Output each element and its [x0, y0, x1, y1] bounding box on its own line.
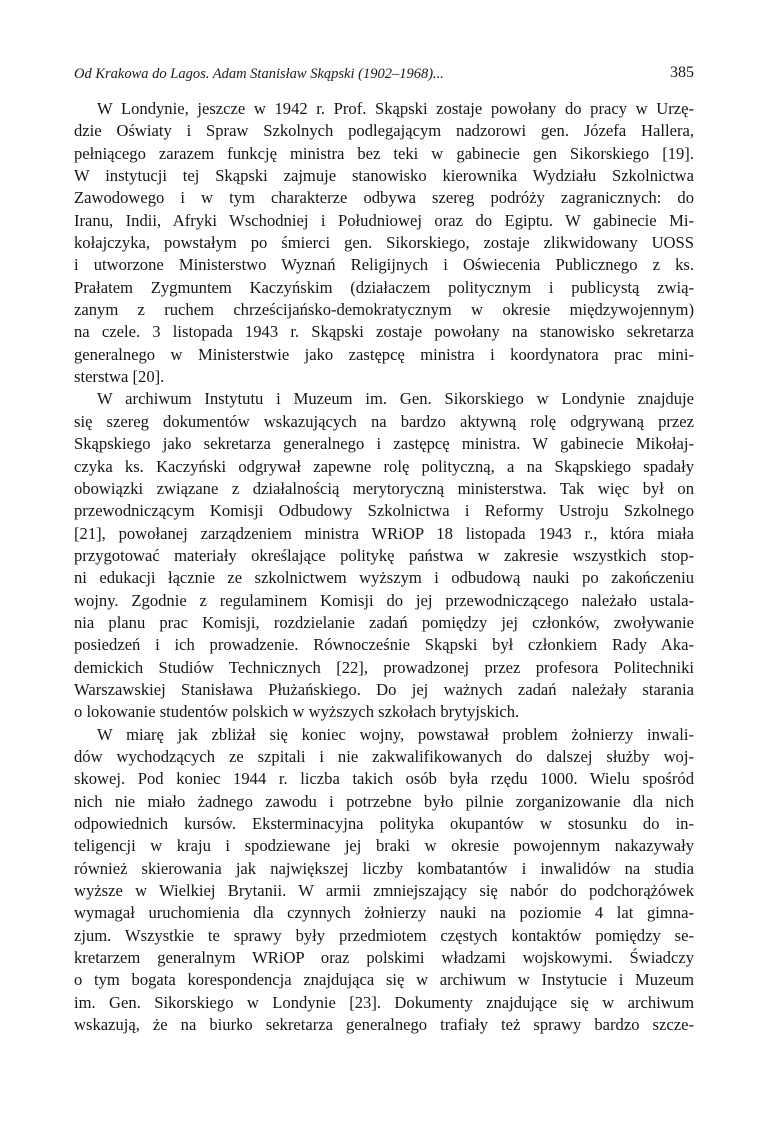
- text-line: kretarzem generalnym WRiOP oraz polskimi władzami wojskowymi. Świadczy: [74, 948, 694, 968]
- text-line: na czele. 3 listopada 1943 r. Skąpski zostaje powołany na stanowisko sekretarza: [74, 322, 694, 342]
- text-line: [21], powołanej zarządzeniem ministra WRiOP 18 listopada 1943 r., która miała: [74, 523, 694, 543]
- text-line: czyka ks. Kaczyński odgrywał zapewne rolę polityczną, a na Skąpskiego spadały: [74, 456, 694, 476]
- text-line: sterstwa [20].: [74, 367, 165, 387]
- text-line: demickich Studiów Technicznych [22], prowadzonej przez profesora Politechniki: [74, 657, 694, 677]
- text-line: W instytucji tej Skąpski zajmuje stanowisko kierownika Wydziału Szkolnictwa: [74, 166, 694, 186]
- text-line: teligencji w kraju i spodziewane jej braki w okresie powojennym nakazywały: [74, 836, 694, 856]
- text-line: posiedzeń i ich prowadzenie. Równocześnie Skąpski był członkiem Rady Aka-: [74, 635, 694, 655]
- body-text: [74, 98, 694, 1036]
- text-line: skowej. Pod koniec 1944 r. liczba takich osób była rzędu 1000. Wielu spośród: [74, 769, 694, 789]
- text-line: generalnego w Ministerstwie jako zastępcę ministra i koordynatora prac mini-: [74, 344, 694, 364]
- text-line: pełniącego zarazem funkcję ministra bez teki w gabinecie gen Sikorskiego [19].: [74, 143, 694, 163]
- text-line: Skąpskiego jako sekretarza generalnego i zastępcę ministra. W gabinecie Mikołaj-: [74, 434, 694, 454]
- running-title: Od Krakowa do Lagos. Adam Stanisław Skąpski (1902–1968)...: [74, 66, 444, 82]
- text-line: dów wychodzących ze szpitali i nie zakwalifikowanych do dalszej służby woj-: [74, 746, 694, 766]
- text-line: wymagał uruchomienia dla czynnych żołnierzy nauki na poziomie 4 lat gimna-: [74, 903, 694, 923]
- paragraph: [74, 724, 694, 1037]
- text-line: ni edukacji łącznie ze szkolnictwem wyższym i odbudową nauki po zakończeniu: [74, 568, 694, 588]
- running-head: [74, 64, 694, 86]
- text-line: Prałatem Zygmuntem Kaczyńskim (działaczem politycznym i publicystą zwią-: [74, 277, 694, 297]
- text-line: W archiwum Instytutu i Muzeum im. Gen. Sikorskiego w Londynie znajduje: [97, 389, 694, 409]
- text-line: obowiązki związane z działalnością merytoryczną ministerstwa. Tak więc był on: [74, 478, 694, 498]
- text-line: wojny. Zgodnie z regulaminem Komisji do jej przewodniczącego należało ustala-: [74, 590, 694, 610]
- text-line: wyższe w Wielkiej Brytanii. W armii zmniejszający się nabór do podchorążówek: [74, 881, 694, 901]
- paragraph: [74, 388, 694, 723]
- page-number: 385: [670, 64, 694, 81]
- text-line: przewodniczącym Komisji Odbudowy Szkolnictwa i Reformy Ustroju Szkolnego: [74, 501, 694, 521]
- text-line: kołajczyka, powstałym po śmierci gen. Sikorskiego, zostaje zlikwidowany UOSS: [74, 233, 694, 253]
- text-line: również skierowania jak największej liczby kombatantów i inwalidów na studia: [74, 858, 694, 878]
- text-line: zjum. Wszystkie te sprawy były przedmiotem częstych kontaktów pomiędzy se-: [74, 925, 694, 945]
- text-line: nia planu prac Komisji, rozdzielanie zadań pomiędzy jej członków, zwoływanie: [74, 612, 694, 632]
- text-line: Iranu, Indii, Afryki Wschodniej i Południowej oraz do Egiptu. W gabinecie Mi-: [74, 210, 694, 230]
- text-line: nich nie miało żadnego zawodu i potrzebne było pilnie zorganizowanie dla nich: [74, 791, 694, 811]
- text-line: Zawodowego i w tym charakterze odbywa szereg podróży zagranicznych: do: [74, 188, 694, 208]
- text-line: o tym bogata korespondencja znajdująca się w archiwum w Instytucie i Muzeum: [74, 970, 694, 990]
- text-line: dzie Oświaty i Spraw Szkolnych podlegającym nadzorowi gen. Józefa Hallera,: [74, 121, 694, 141]
- text-line: o lokowanie studentów polskich w wyższych szkołach brytyjskich.: [74, 702, 520, 722]
- text-line: się szereg dokumentów wskazujących na bardzo aktywną rolę odgrywaną przez: [74, 411, 694, 431]
- text-line: wskazują, że na biurko sekretarza generalnego trafiały też sprawy bardzo szcze-: [74, 1015, 694, 1035]
- text-line: odpowiednich kursów. Eksterminacyjna polityka okupantów w stosunku do in-: [74, 814, 694, 833]
- text-line: W Londynie, jeszcze w 1942 r. Prof. Skąpski zostaje powołany do pracy w Urzę-: [97, 99, 694, 118]
- text-line: im. Gen. Sikorskiego w Londynie [23]. Dokumenty znajdujące się w archiwum: [74, 992, 694, 1012]
- text-line: W miarę jak zbliżał się koniec wojny, powstawał problem żołnierzy inwali-: [97, 724, 694, 744]
- text-line: i utworzone Ministerstwo Wyznań Religijnych i Oświecenia Publicznego z ks.: [74, 255, 694, 275]
- paragraph: [74, 98, 694, 388]
- text-line: Warszawskiej Stanisława Płużańskiego. Do jej ważnych zadań należały starania: [74, 679, 694, 699]
- text-line: przygotować materiały określające politykę państwa w zakresie wszystkich stop-: [74, 545, 694, 565]
- text-line: zanym z ruchem chrześcijańsko-demokratycznym w okresie międzywojennym): [74, 300, 694, 320]
